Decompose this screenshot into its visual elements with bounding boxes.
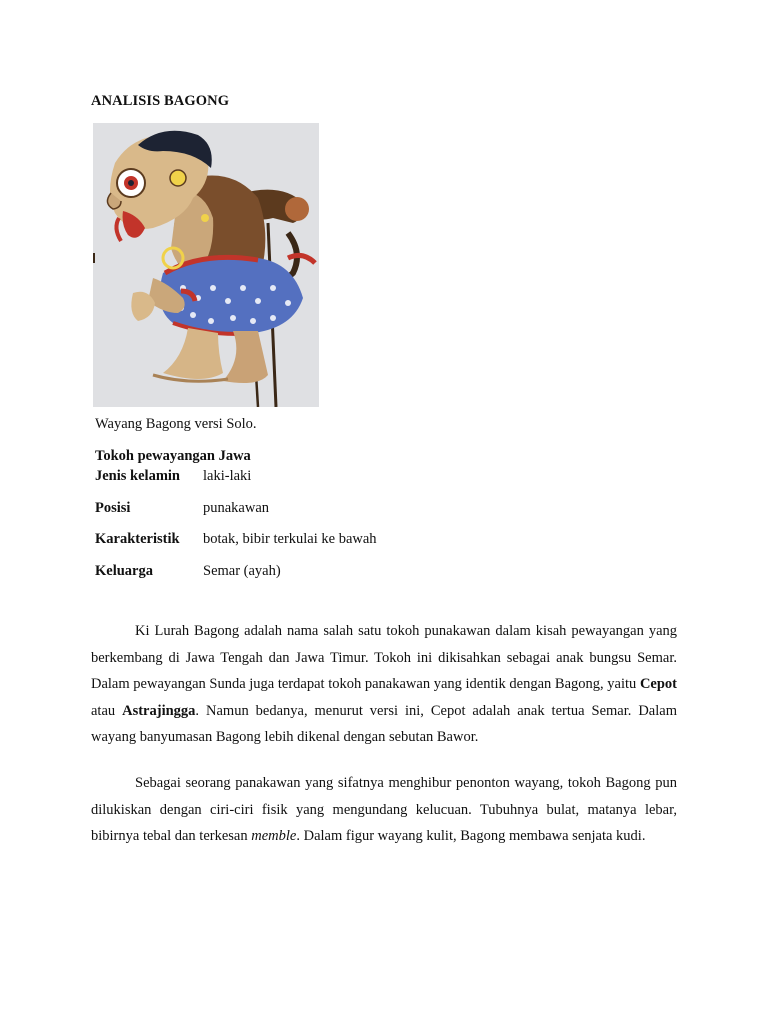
- infobox: [95, 448, 377, 594]
- infobox-key: Posisi: [95, 499, 131, 516]
- infobox-key: Karakteristik: [95, 531, 180, 547]
- figure-caption: Wayang Bagong versi Solo.: [95, 416, 257, 432]
- infobox-value: laki-laki: [203, 468, 252, 484]
- bold-term-cepot: Cepot: [639, 676, 677, 692]
- infobox-value: punakawan: [203, 499, 270, 516]
- italic-term-memble: memble: [251, 828, 297, 844]
- paragraph-text: atau: [91, 702, 123, 719]
- infobox-row: [95, 562, 281, 595]
- infobox-value: Semar (ayah): [203, 562, 281, 579]
- infobox-key: Keluarga: [95, 562, 153, 579]
- infobox-key: Jenis kelamin: [95, 468, 180, 484]
- paragraph-text: . Namun bedanya, menurut versi ini, Cepot adalah anak tertua Semar. Dalam wayang banyumasan Bagong lebih dikenal dengan sebutan Bawor.: [91, 702, 677, 745]
- infobox-row: [95, 468, 251, 500]
- paragraph-text: Ki Lurah Bagong adalah nama salah satu tokoh punakawan dalam kisah pewayangan yang berkembang di Jawa Tengah dan Jawa Timur. Tokoh ini dikisahkan sebagai anak bungsu Semar. Dalam pewayangan Sunda juga terdapat tokoh panakawan yang identik dengan Bagong, yaitu: [91, 623, 677, 692]
- document-title: ANALISIS BAGONG: [91, 93, 230, 109]
- infobox-row: [95, 531, 377, 563]
- infobox-value: botak, bibir terkulai ke bawah: [203, 531, 377, 547]
- infobox-row: [95, 499, 270, 532]
- paragraph-intro: [91, 618, 677, 751]
- paragraph-text: Sebagai seorang panakawan yang sifatnya menghibur penonton wayang, tokoh Bagong pun dilukiskan dengan ciri-ciri fisik yang mengundang kelucuan. Tubuhnya bulat, matanya lebar, bibirnya tebal dan terkesan: [91, 775, 677, 844]
- wayang-bagong-image: [93, 123, 319, 407]
- infobox-heading: Tokoh pewayangan Jawa: [95, 448, 251, 464]
- wayang-bagong-illustration: [93, 123, 319, 407]
- paragraph-description: [91, 770, 677, 850]
- paragraph-text: . Dalam figur wayang kulit, Bagong membawa senjata kudi.: [296, 828, 646, 844]
- bold-term-astrajingga: Astrajingga: [122, 702, 196, 719]
